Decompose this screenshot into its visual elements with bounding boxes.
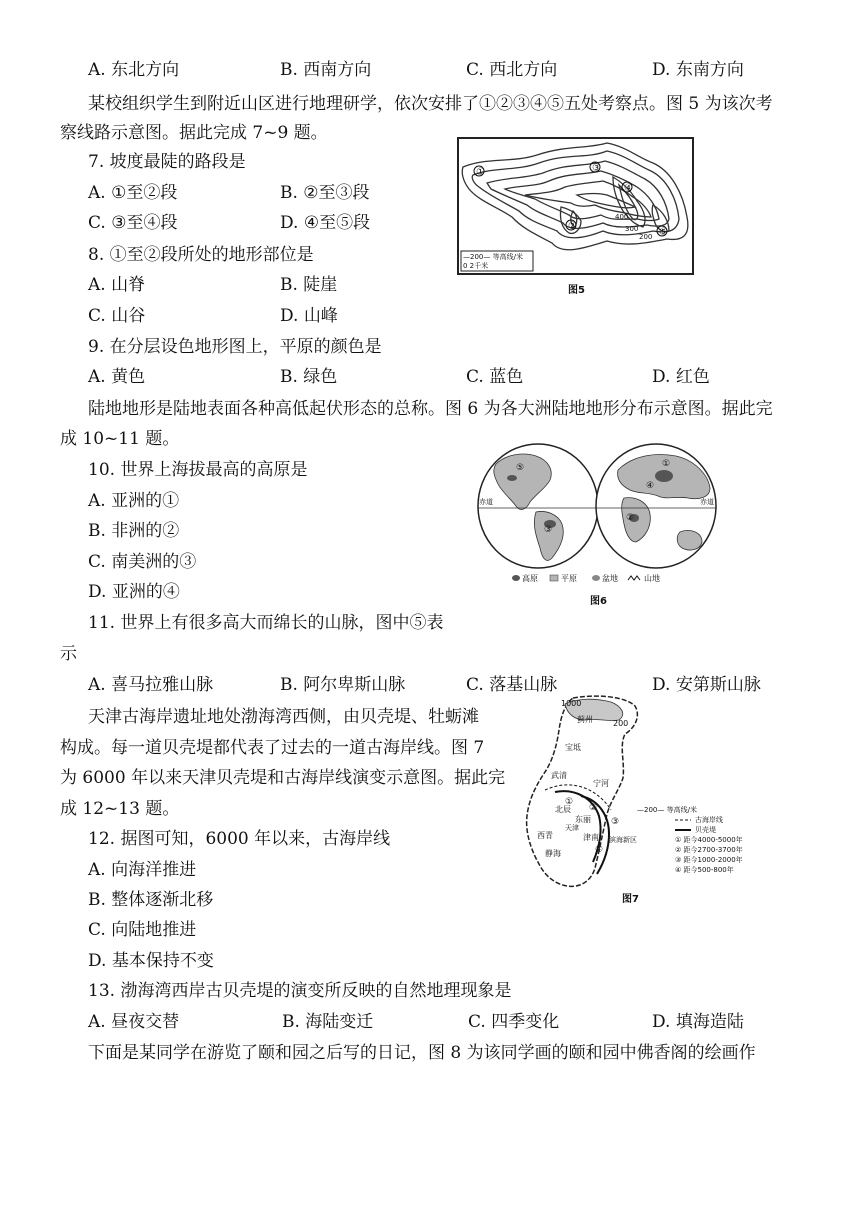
- q11-option-b: B. 阿尔卑斯山脉: [280, 675, 406, 695]
- q7-option-c: C. ③至④段: [88, 213, 178, 233]
- fig7-label-jizhou: 蓟州: [577, 715, 593, 724]
- intro-10-11-line1: 陆地地形是陆地表面各种高低起伏形态的总称。图 6 为各大洲陆地地形分布示意图。据此完: [88, 399, 773, 419]
- fig7-place-dongli: 东丽: [575, 815, 591, 824]
- q9-option-c: C. 蓝色: [466, 367, 524, 387]
- q9-stem: 9. 在分层设色地形图上，平原的颜色是: [88, 337, 382, 357]
- figure-6-caption: 图6: [590, 596, 607, 607]
- q9-option-b: B. 绿色: [280, 367, 338, 387]
- figure-5-caption: 图5: [568, 285, 585, 296]
- q13-option-a: A. 昼夜交替: [88, 1012, 180, 1032]
- fig7-place-xiqing: 西青: [537, 831, 553, 840]
- figure-5-contour-map: [457, 137, 694, 275]
- q13-stem: 13. 渤海湾西岸古贝壳堤的演变所反映的自然地理现象是: [88, 981, 512, 1001]
- q11-stem-line1: 11. 世界上有很多高大而绵长的山脉，图中⑤表: [88, 613, 444, 633]
- q11-stem-line2: 示: [60, 644, 77, 664]
- fig7-legend-contour: —200— 等高线/米: [637, 806, 697, 814]
- q13-option-d: D. 填海造陆: [652, 1012, 744, 1032]
- q12-option-d: D. 基本保持不变: [88, 951, 214, 971]
- fig7-legend-period-1: ① 距今4000-5000年: [675, 836, 743, 844]
- fig5-label-1: ①: [476, 167, 485, 178]
- fig7-mark-3: ③: [611, 817, 620, 827]
- q6-option-d: D. 东南方向: [652, 60, 744, 80]
- q13-option-c: C. 四季变化: [468, 1012, 560, 1032]
- q9-option-a: A. 黄色: [88, 367, 146, 387]
- q8-option-c: C. 山谷: [88, 306, 146, 326]
- q11-option-c: C. 落基山脉: [466, 675, 558, 695]
- q10-option-c: C. 南美洲的③: [88, 552, 197, 572]
- fig7-place-tianjin: 天津: [565, 824, 579, 832]
- fig5-legend-contour: —200— 等高线/米: [463, 253, 523, 261]
- figure-7-caption: 图7: [622, 894, 639, 905]
- fig6-label-5: ⑤: [516, 463, 525, 473]
- fig6-legend-plateau: 高原: [522, 574, 538, 583]
- fig7-place-ninghe: 宁河: [593, 779, 609, 788]
- fig7-legend-period-2: ② 距今2700-3700年: [675, 846, 743, 854]
- fig7-place-jinghai: 静海: [545, 849, 561, 858]
- intro-12-13-line1: 天津古海岸遗址地处渤海湾西侧，由贝壳堤、牡蛎滩: [88, 707, 479, 727]
- fig6-equator-left: 赤道: [479, 498, 493, 506]
- fig6-label-1: ①: [662, 459, 671, 469]
- fig7-mark-2: ②: [589, 803, 598, 813]
- fig5-contour-300: 300: [625, 225, 639, 233]
- fig5-contour-200: 200: [639, 233, 653, 241]
- q7-option-a: A. ①至②段: [88, 183, 178, 203]
- q11-option-d: D. 安第斯山脉: [652, 675, 761, 695]
- q11-option-a: A. 喜马拉雅山脉: [88, 675, 214, 695]
- q10-option-a: A. 亚洲的①: [88, 491, 180, 511]
- fig7-place-binhai: 滨海新区: [609, 836, 637, 844]
- fig6-label-4: ④: [646, 481, 655, 491]
- q13-option-b: B. 海陆变迁: [282, 1012, 374, 1032]
- intro-12-13-line2: 构成。每一道贝壳堤都代表了过去的一道古海岸线。图 7: [60, 738, 485, 758]
- fig6-label-2: ②: [626, 513, 635, 523]
- fig5-label-4: ④: [624, 183, 633, 194]
- intro-7-9-line1: 某校组织学生到附近山区进行地理研学，依次安排了①②③④⑤五处考察点。图 5 为该次考: [88, 94, 773, 114]
- fig6-legend-basin: 盆地: [602, 574, 618, 583]
- fig7-mark-1: ①: [565, 797, 574, 807]
- intro-12-13-line4: 成 12~13 题。: [60, 799, 180, 819]
- fig7-legend-shellbank: 贝壳堤: [695, 826, 716, 834]
- q7-option-b: B. ②至③段: [280, 183, 370, 203]
- fig6-label-3: ③: [544, 525, 553, 535]
- q12-option-c: C. 向陆地推进: [88, 920, 197, 940]
- q8-stem: 8. ①至②段所处的地形部位是: [88, 245, 314, 265]
- intro-10-11-line2: 成 10~11 题。: [60, 429, 180, 449]
- intro-next-line1: 下面是某同学在游览了颐和园之后写的日记，图 8 为该同学画的颐和园中佛香阁的绘画作: [88, 1043, 756, 1063]
- fig5-legend-scale: 0 2千米: [463, 262, 489, 270]
- q10-stem: 10. 世界上海拔最高的高原是: [88, 460, 308, 480]
- fig7-place-jinnan: 津南: [583, 833, 599, 842]
- intro-12-13-line3: 为 6000 年以来天津贝壳堤和古海岸线演变示意图。据此完: [60, 768, 506, 788]
- q7-stem: 7. 坡度最陡的路段是: [88, 152, 246, 172]
- figure-7-coastline-map: [515, 692, 775, 897]
- fig7-legend-coastline: 古海岸线: [695, 816, 723, 824]
- q12-option-b: B. 整体逐渐北移: [88, 890, 214, 910]
- q8-option-a: A. 山脊: [88, 275, 146, 295]
- fig7-place-beichen: 北辰: [555, 805, 571, 814]
- q6-option-c: C. 西北方向: [466, 60, 558, 80]
- intro-7-9-line2: 察线路示意图。据此完成 7~9 题。: [60, 123, 328, 143]
- q7-option-d: D. ④至⑤段: [280, 213, 371, 233]
- q9-option-d: D. 红色: [652, 367, 710, 387]
- figure-6-landform-map: [476, 440, 718, 588]
- fig6-legend-plain: 平原: [561, 574, 577, 583]
- q10-option-b: B. 非洲的②: [88, 521, 180, 541]
- fig5-label-2: ②: [568, 221, 577, 232]
- q8-option-b: B. 陡崖: [280, 275, 338, 295]
- fig5-label-5: ⑤: [659, 227, 668, 238]
- q6-option-a: A. 东北方向: [88, 60, 180, 80]
- fig7-legend-period-3: ③ 距今1000-2000年: [675, 856, 743, 864]
- q6-option-b: B. 西南方向: [280, 60, 372, 80]
- fig7-label-200: 200: [613, 719, 629, 728]
- fig5-contour-400: 400: [615, 213, 629, 221]
- q10-option-d: D. 亚洲的④: [88, 582, 180, 602]
- fig7-label-1000: 1000: [561, 699, 582, 708]
- fig7-legend-period-4: ④ 距今500-800年: [675, 866, 734, 874]
- fig7-place-wuqing: 武清: [551, 771, 567, 780]
- fig7-label-baodi: 宝坻: [565, 743, 581, 752]
- fig5-label-3: ③: [592, 163, 601, 174]
- fig6-equator-right: 赤道: [700, 498, 714, 506]
- q8-option-d: D. 山峰: [280, 306, 338, 326]
- q12-option-a: A. 向海洋推进: [88, 860, 197, 880]
- q12-stem: 12. 据图可知，6000 年以来，古海岸线: [88, 829, 391, 849]
- fig6-legend-mountain: 山地: [644, 574, 660, 583]
- fig7-mark-4: ④: [595, 845, 604, 855]
